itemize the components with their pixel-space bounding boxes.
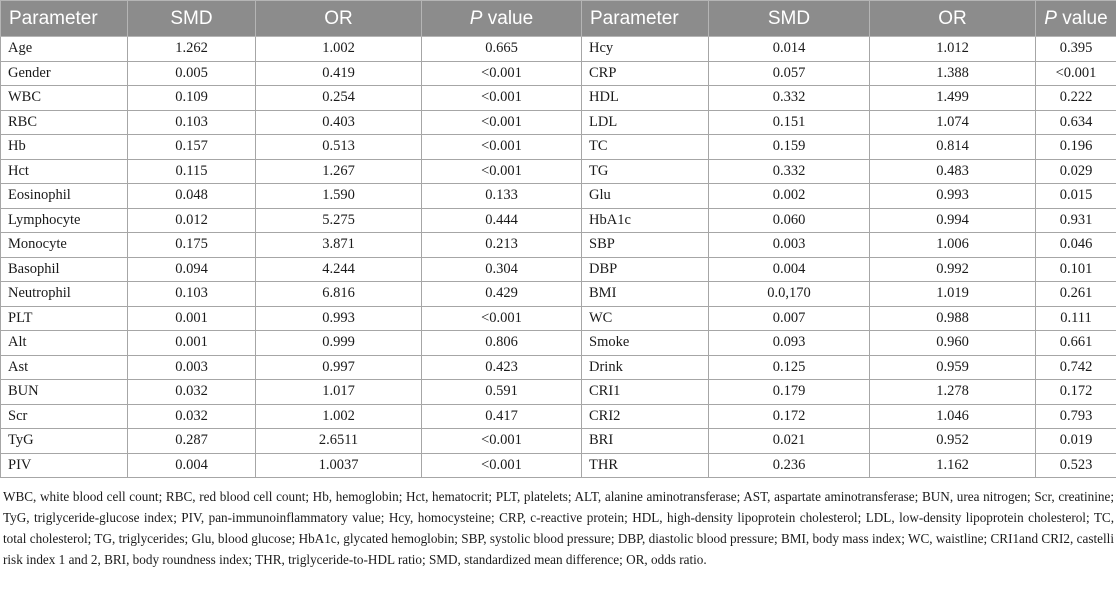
cell-p-value: 0.634 <box>1036 110 1116 135</box>
cell-or: 0.952 <box>870 429 1036 454</box>
cell-p-value: <0.001 <box>422 159 582 184</box>
table-row <box>1 37 1116 62</box>
cell-p-value: 0.523 <box>1036 453 1116 478</box>
cell-p-value: 0.304 <box>422 257 582 282</box>
header-or-left: OR <box>256 1 422 37</box>
cell-parameter: SBP <box>582 233 709 258</box>
cell-or: 0.992 <box>870 257 1036 282</box>
cell-smd: 0.007 <box>709 306 870 331</box>
cell-p-value: 0.261 <box>1036 282 1116 307</box>
cell-or: 1.017 <box>256 380 422 405</box>
cell-smd: 0.103 <box>128 110 256 135</box>
header-parameter-right: Parameter <box>582 1 709 37</box>
cell-p-value: 0.423 <box>422 355 582 380</box>
cell-or: 0.988 <box>870 306 1036 331</box>
table-row <box>1 61 1116 86</box>
cell-or: 6.816 <box>256 282 422 307</box>
cell-or: 1.002 <box>256 404 422 429</box>
cell-p-value: 0.806 <box>422 331 582 356</box>
cell-or: 2.6511 <box>256 429 422 454</box>
table-row <box>1 208 1116 233</box>
table-row <box>1 380 1116 405</box>
cell-parameter: CRI2 <box>582 404 709 429</box>
header-p-value-left <box>422 1 582 37</box>
cell-p-value: 0.429 <box>422 282 582 307</box>
cell-or: 0.513 <box>256 135 422 160</box>
cell-p-value: 0.222 <box>1036 86 1116 111</box>
cell-parameter: TG <box>582 159 709 184</box>
cell-parameter: Scr <box>1 404 128 429</box>
cell-p-value: 0.029 <box>1036 159 1116 184</box>
table-row <box>1 331 1116 356</box>
cell-p-value: 0.793 <box>1036 404 1116 429</box>
cell-smd: 0.014 <box>709 37 870 62</box>
cell-parameter: Hct <box>1 159 128 184</box>
header-p-italic: P <box>1044 7 1057 29</box>
cell-p-value: 0.931 <box>1036 208 1116 233</box>
cell-p-value: 0.213 <box>422 233 582 258</box>
cell-smd: 0.002 <box>709 184 870 209</box>
cell-parameter: CRP <box>582 61 709 86</box>
cell-or: 0.960 <box>870 331 1036 356</box>
cell-p-value: 0.101 <box>1036 257 1116 282</box>
cell-or: 0.993 <box>870 184 1036 209</box>
cell-or: 0.419 <box>256 61 422 86</box>
table-row <box>1 135 1116 160</box>
cell-parameter: HDL <box>582 86 709 111</box>
cell-smd: 0.032 <box>128 380 256 405</box>
table-row <box>1 257 1116 282</box>
cell-or: 0.999 <box>256 331 422 356</box>
cell-or: 1.162 <box>870 453 1036 478</box>
header-p-suffix: value <box>1056 7 1108 29</box>
header-smd-left: SMD <box>128 1 256 37</box>
cell-or: 4.244 <box>256 257 422 282</box>
cell-parameter: Basophil <box>1 257 128 282</box>
table-header <box>1 1 1116 37</box>
cell-smd: 0.032 <box>128 404 256 429</box>
cell-smd: 0.001 <box>128 331 256 356</box>
header-p-suffix: value <box>482 7 534 29</box>
cell-smd: 0.115 <box>128 159 256 184</box>
cell-p-value: 0.111 <box>1036 306 1116 331</box>
cell-or: 1.012 <box>870 37 1036 62</box>
cell-or: 0.993 <box>256 306 422 331</box>
cell-p-value: 0.665 <box>422 37 582 62</box>
cell-or: 1.590 <box>256 184 422 209</box>
cell-parameter: Neutrophil <box>1 282 128 307</box>
cell-parameter: Lymphocyte <box>1 208 128 233</box>
cell-parameter: THR <box>582 453 709 478</box>
cell-smd: 0.003 <box>128 355 256 380</box>
table-footnote: WBC, white blood cell count; RBC, red blood cell count; Hb, hemoglobin; Hct, hematocrit; PLT, platelets; ALT, alanine aminotransferase; AST, aspartate aminotransferase; BUN, urea nitrogen; Scr, creatinine; TyG, triglyceride-glucose index; PIV, pan-immunoinflammatory value; Hcy, homocysteine; CRP, c-reactive protein; HDL, high-density lipoprotein cholesterol; LDL, low-density lipoprotein cholesterol; TC, total cholesterol; TG, triglycerides; Glu, blood glucose; HbA1c, glycated hemoglobin; SBP, systolic blood pressure; DBP, diastolic blood pressure; BMI, body mass index; WC, waistline; CRI1and CRI2, castelli risk index 1 and 2, BRI, body roundness index; THR, triglyceride-to-HDL ratio; SMD, standardized mean difference; OR, odds ratio. <box>3 489 1114 567</box>
cell-parameter: TC <box>582 135 709 160</box>
cell-smd: 0.004 <box>128 453 256 478</box>
cell-parameter: Hb <box>1 135 128 160</box>
cell-parameter: BMI <box>582 282 709 307</box>
cell-parameter: BUN <box>1 380 128 405</box>
cell-parameter: TyG <box>1 429 128 454</box>
cell-p-value: <0.001 <box>422 135 582 160</box>
cell-or: 1.074 <box>870 110 1036 135</box>
cell-parameter: DBP <box>582 257 709 282</box>
cell-p-value: <0.001 <box>1036 61 1116 86</box>
table-row <box>1 233 1116 258</box>
cell-smd: 0.109 <box>128 86 256 111</box>
cell-parameter: Ast <box>1 355 128 380</box>
cell-p-value: 0.742 <box>1036 355 1116 380</box>
cell-smd: 0.012 <box>128 208 256 233</box>
cell-p-value: 0.417 <box>422 404 582 429</box>
cell-smd: 0.005 <box>128 61 256 86</box>
cell-parameter: CRI1 <box>582 380 709 405</box>
cell-smd: 1.262 <box>128 37 256 62</box>
cell-smd: 0.057 <box>709 61 870 86</box>
cell-or: 1.278 <box>870 380 1036 405</box>
cell-smd: 0.151 <box>709 110 870 135</box>
cell-smd: 0.172 <box>709 404 870 429</box>
cell-p-value: 0.133 <box>422 184 582 209</box>
header-p-value-right <box>1036 1 1116 37</box>
cell-smd: 0.003 <box>709 233 870 258</box>
cell-parameter: Age <box>1 37 128 62</box>
cell-parameter: LDL <box>582 110 709 135</box>
cell-smd: 0.103 <box>128 282 256 307</box>
cell-parameter: Smoke <box>582 331 709 356</box>
cell-parameter: Drink <box>582 355 709 380</box>
cell-parameter: BRI <box>582 429 709 454</box>
cell-smd: 0.125 <box>709 355 870 380</box>
table-row <box>1 404 1116 429</box>
cell-smd: 0.332 <box>709 86 870 111</box>
cell-p-value: 0.395 <box>1036 37 1116 62</box>
cell-parameter: WBC <box>1 86 128 111</box>
cell-parameter: Gender <box>1 61 128 86</box>
cell-parameter: WC <box>582 306 709 331</box>
cell-or: 1.388 <box>870 61 1036 86</box>
cell-smd: 0.332 <box>709 159 870 184</box>
table-row <box>1 86 1116 111</box>
header-row <box>1 1 1116 37</box>
cell-smd: 0.179 <box>709 380 870 405</box>
cell-smd: 0.093 <box>709 331 870 356</box>
header-p-italic: P <box>469 7 483 29</box>
cell-smd: 0.175 <box>128 233 256 258</box>
table-row <box>1 453 1116 478</box>
cell-parameter: Eosinophil <box>1 184 128 209</box>
cell-smd: 0.157 <box>128 135 256 160</box>
cell-p-value: <0.001 <box>422 453 582 478</box>
cell-p-value: <0.001 <box>422 86 582 111</box>
table-row <box>1 184 1116 209</box>
cell-parameter: HbA1c <box>582 208 709 233</box>
cell-smd: 0.159 <box>709 135 870 160</box>
cell-smd: 0.060 <box>709 208 870 233</box>
cell-or: 0.997 <box>256 355 422 380</box>
cell-smd: 0.048 <box>128 184 256 209</box>
cell-or: 0.254 <box>256 86 422 111</box>
cell-p-value: 0.019 <box>1036 429 1116 454</box>
header-parameter-left: Parameter <box>1 1 128 37</box>
cell-p-value: <0.001 <box>422 429 582 454</box>
cell-smd: 0.0,170 <box>709 282 870 307</box>
cell-p-value: 0.015 <box>1036 184 1116 209</box>
cell-parameter: Hcy <box>582 37 709 62</box>
cell-p-value: <0.001 <box>422 61 582 86</box>
cell-p-value: <0.001 <box>422 110 582 135</box>
cell-or: 1.046 <box>870 404 1036 429</box>
table-row <box>1 306 1116 331</box>
cell-parameter: RBC <box>1 110 128 135</box>
cell-smd: 0.021 <box>709 429 870 454</box>
header-or-right: OR <box>870 1 1036 37</box>
cell-parameter: PIV <box>1 453 128 478</box>
cell-smd: 0.287 <box>128 429 256 454</box>
cell-p-value: 0.046 <box>1036 233 1116 258</box>
cell-or: 0.814 <box>870 135 1036 160</box>
cell-p-value: 0.444 <box>422 208 582 233</box>
table-row <box>1 282 1116 307</box>
cell-p-value: 0.661 <box>1036 331 1116 356</box>
cell-or: 3.871 <box>256 233 422 258</box>
table-body <box>1 37 1116 478</box>
header-smd-right: SMD <box>709 1 870 37</box>
cell-or: 0.959 <box>870 355 1036 380</box>
cell-parameter: Alt <box>1 331 128 356</box>
table-row <box>1 110 1116 135</box>
cell-or: 1.267 <box>256 159 422 184</box>
cell-parameter: PLT <box>1 306 128 331</box>
cell-or: 0.483 <box>870 159 1036 184</box>
cell-parameter: Glu <box>582 184 709 209</box>
cell-or: 1.019 <box>870 282 1036 307</box>
cell-smd: 0.236 <box>709 453 870 478</box>
table-row <box>1 429 1116 454</box>
cell-or: 0.994 <box>870 208 1036 233</box>
cell-or: 1.499 <box>870 86 1036 111</box>
cell-parameter: Monocyte <box>1 233 128 258</box>
cell-smd: 0.094 <box>128 257 256 282</box>
table-row <box>1 355 1116 380</box>
cell-or: 0.403 <box>256 110 422 135</box>
cell-smd: 0.001 <box>128 306 256 331</box>
table-row <box>1 159 1116 184</box>
cell-or: 1.0037 <box>256 453 422 478</box>
cell-or: 1.006 <box>870 233 1036 258</box>
cell-or: 5.275 <box>256 208 422 233</box>
cell-or: 1.002 <box>256 37 422 62</box>
cell-smd: 0.004 <box>709 257 870 282</box>
cell-p-value: <0.001 <box>422 306 582 331</box>
cell-p-value: 0.196 <box>1036 135 1116 160</box>
cell-p-value: 0.172 <box>1036 380 1116 405</box>
cell-p-value: 0.591 <box>422 380 582 405</box>
